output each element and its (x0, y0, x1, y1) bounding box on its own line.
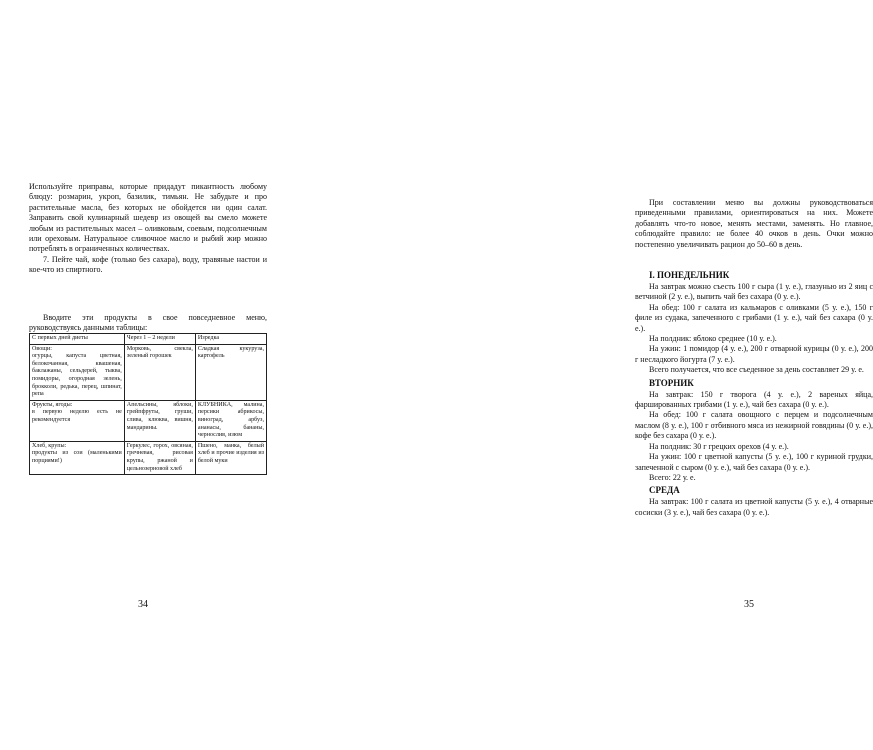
table-row (30, 441, 267, 474)
table-row (30, 344, 267, 400)
day-section-tuesday (635, 378, 873, 484)
table-cell: Пшено, манка, белый хлеб и прочие изделия из белой муки (195, 441, 266, 474)
menu-line: На завтрак: 100 г салата из цветной капусты (5 у. е.), 4 отварные сосиски (3 у. е.), чай без сахара (0 у. е.). (635, 497, 873, 517)
left-body-text (29, 182, 267, 276)
day-title: I. ПОНЕДЕЛЬНИК (649, 270, 730, 280)
menu-days (635, 268, 873, 518)
day-section-wednesday (635, 485, 873, 518)
menu-line: На ужин: 100 г цветной капусты (5 у. е.), 100 г куриной грудки, запеченной с сыром (0 у. е.), чай без сахара (0 у. е.). (635, 452, 873, 472)
paragraph: При составлении меню вы должны руководствоваться приведенными правилами, ориентироваться на них. Можете добавлять что-то новое, менять местами, заменять. Но главное, соблюдайте правило: не более 40 очков в день. Очки можно постепенно увеличивать рацион до 50–60 в день. (635, 198, 873, 249)
table-header: Через 1 – 2 недели (124, 334, 195, 345)
menu-line: На полдник: яблоко среднее (10 у. е.). (649, 334, 777, 344)
table-cell: Геркулес, горох, овсяная, гречневая, рисовая крупы, ржаной и цельнозерновой хлеб (124, 441, 195, 474)
table-cell (30, 344, 125, 400)
table-header: С первых дней диеты (30, 334, 125, 345)
cell-text: огурцы, капуста цветная, белокочанная, квашеная, баклажаны, сельдерей, тыква, помидоры, огородная зелень, брокколи, редька, перец, шпинат, репа (32, 353, 122, 398)
day-section-monday (635, 270, 873, 376)
right-page (300, 0, 873, 750)
menu-line: На завтрак: 150 г творога (4 у. е.), 2 вареных яйца, фаршированных грибами (1 у. е.), чай без сахара (0 у. е.). (635, 389, 873, 410)
menu-line: На полдник: 30 г грецких орехов (4 у. е.). (649, 441, 789, 451)
left-page (0, 0, 300, 750)
menu-line: На завтрак можно съесть 100 г сыра (1 у. е.), глазунью из 2 яиц с ветчиной (2 у. е.), выпить чай без сахара (0 у. е.). (635, 282, 873, 302)
menu-line: Всего: 22 у. е. (649, 472, 696, 482)
table-cell (30, 400, 125, 441)
cell-title: Хлеб, крупы: (32, 442, 67, 449)
cell-title: Фрукты, ягоды: (32, 401, 73, 408)
cell-text: продукты из сои (маленькими порциями!) (32, 450, 122, 464)
table-cell: Морковь, свекла, зеленый горошек (124, 344, 195, 400)
cell-text: в первую неделю есть не рекомендуется (32, 409, 122, 423)
table-cell (30, 441, 125, 474)
table-row (30, 400, 267, 441)
page-number: 35 (744, 599, 754, 610)
paragraph: 7. Пейте чай, кофе (только без сахара), воду, травяные настои и кое-что из спиртного. (29, 254, 267, 275)
day-title: СРЕДА (649, 485, 680, 496)
menu-line: На обед: 100 г салата овощного с перцем и подсолнечным маслом (8 у. е.), 100 г отбивного мяса из нежирной говядины (0 у. е.), кофе без сахара (0 у. е.). (635, 410, 873, 441)
paragraph: Вводите эти продукты в свое повседневное меню, руководствуясь данными таблицы: (29, 313, 267, 333)
page-number: 34 (138, 599, 148, 610)
menu-intro (635, 198, 873, 250)
table-intro (29, 313, 267, 334)
menu-line: Всего получается, что все съеденное за день составляет 29 у. е. (649, 365, 864, 375)
table-cell: КЛУБНИКА, малина, персики абрикосы, виноград, арбуз, ананасы, бананы, чернослив, изюм (195, 400, 266, 441)
table-cell: Сладкая кукуруза, картофель (195, 344, 266, 400)
table-header-row (30, 334, 267, 345)
cell-title: Овощи: (32, 345, 52, 352)
menu-line: На обед: 100 г салата из кальмаров с оливками (5 у. е.), 150 г филе из судака, запеченного с грибами (1 у. е.), чай без сахара (0 у. е.). (635, 302, 873, 333)
day-title: ВТОРНИК (649, 377, 694, 388)
table-header: Изредка (195, 334, 266, 345)
diet-table (29, 333, 267, 475)
paragraph: Используйте приправы, которые придадут пикантность любому блюду: розмарин, укроп, базилик, тимьян. Не забудьте и про растительные масла, без которых не обойдется ни один салат. Заправить свой кулинарный шедевр из овощей вы смело можете любым из растительных масел – оливковым, соевым, подсолнечным или ореховым. Натуральное сливочное масло и рыбий жир можно потреблять в ограниченных количествах. (29, 182, 267, 254)
menu-line: На ужин: 1 помидор (4 у. е.), 200 г отварной курицы (0 у. е.), 200 г несладкого йогурта (7 у. е.). (635, 344, 873, 364)
table-cell: Апельсины, яблоки, грейпфруты, груши, слива, клюква, вишня, мандарины. (124, 400, 195, 441)
